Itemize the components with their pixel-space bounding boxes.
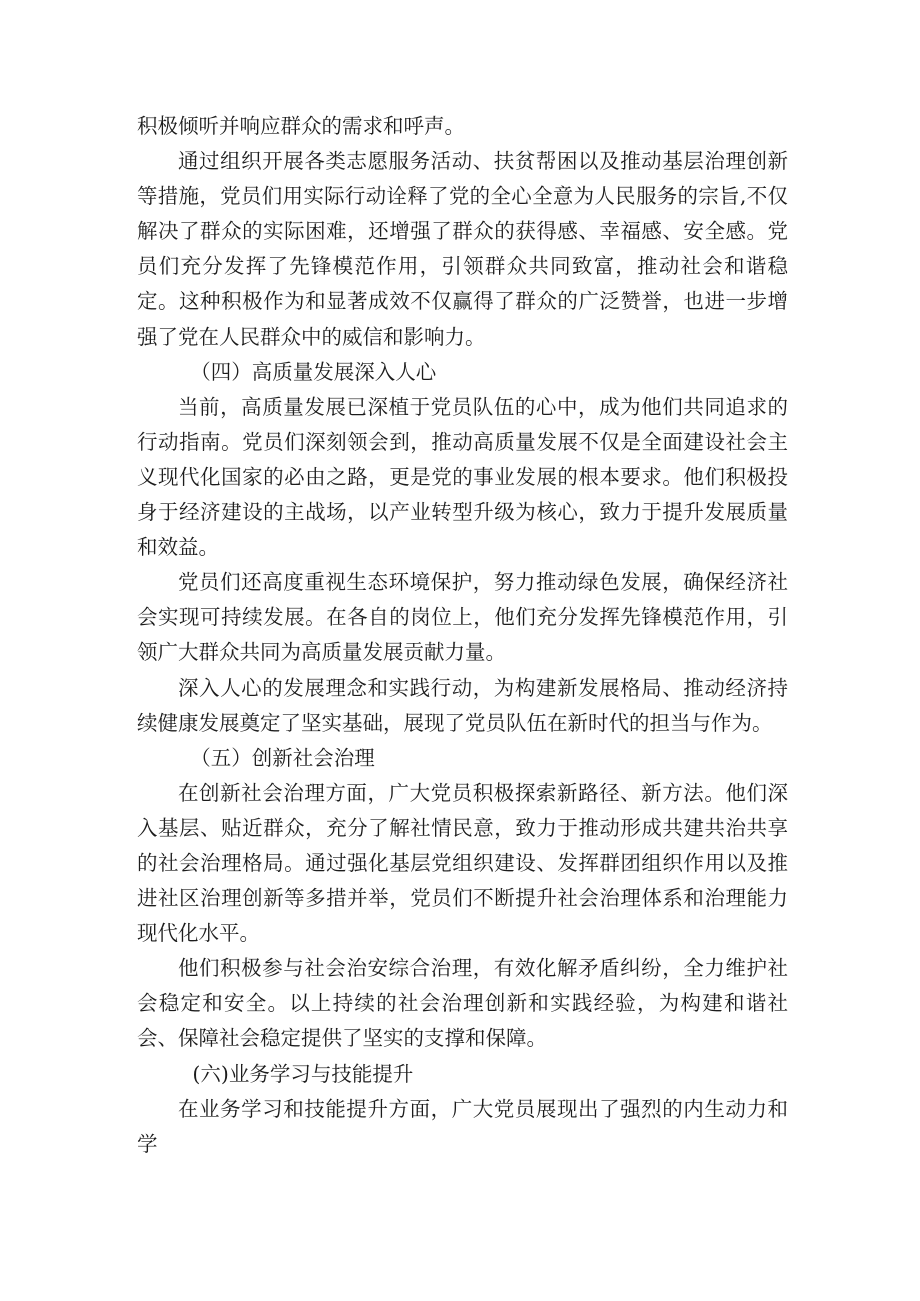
- section-heading-5: （五）创新社会治理: [190, 745, 375, 770]
- document-body: [137, 109, 788, 1162]
- paragraph-ecology: 党员们还高度重视生态环境保护，努力推动绿色发展，确保经济社会实现可持续发展。在各自的岗位上，他们充分发挥先锋模范作用，引领广大群众共同为高质量发展贡献力量。: [137, 570, 788, 665]
- paragraph-public-security: 他们积极参与社会治安综合治理，有效化解矛盾纠纷，全力维护社会稳定和安全。以上持续的社会治理创新和实践经验，为构建和谐社会、保障社会稳定提供了坚实的支撑和保障。: [137, 956, 788, 1051]
- paragraph-development-concept: 深入人心的发展理念和实践行动，为构建新发展格局、推动经济持续健康发展奠定了坚实基础，展现了党员队伍在新时代的担当与作为。: [137, 675, 788, 735]
- paragraph-high-quality-development: 当前，高质量发展已深植于党员队伍的心中，成为他们共同追求的行动指南。党员们深刻领会到，推动高质量发展不仅是全面建设社会主义现代化国家的必由之路，更是党的事业发展的根本要求。他们积极投身于经济建设的主战场，以产业转型升级为核心，致力于提升发展质量和效益。: [137, 394, 788, 560]
- section-heading-6: (六)业务学习与技能提升: [192, 1061, 414, 1086]
- section-heading-4: （四）高质量发展深入人心: [190, 359, 437, 384]
- paragraph-social-governance: 在创新社会治理方面，广大党员积极探索新路径、新方法。他们深入基层、贴近群众，充分了解社情民意，致力于推动形成共建共治共享的社会治理格局。通过强化基层党组织建设、发挥群团组织作用以及推进社区治理创新等多措并举，党员们不断提升社会治理体系和治理能力现代化水平。: [137, 780, 788, 946]
- paragraph-continuation: 积极倾听并响应群众的需求和呼声。: [137, 114, 465, 138]
- paragraph-volunteer-service: 通过组织开展各类志愿服务活动、扶贫帮困以及推动基层治理创新等措施，党员们用实际行动诠释了党的全心全意为人民服务的宗旨,不仅解决了群众的实际困难，还增强了群众的获得感、幸福感、安全感。党员们充分发挥了先锋模范作用，引领群众共同致富，推动社会和谐稳定。这种积极作为和显著成效不仅赢得了群众的广泛赞誉，也进一步增强了党在人民群众中的威信和影响力。: [137, 149, 788, 349]
- paragraph-business-learning: 在业务学习和技能提升方面，广大党员展现出了强烈的内生动力和学: [137, 1096, 788, 1156]
